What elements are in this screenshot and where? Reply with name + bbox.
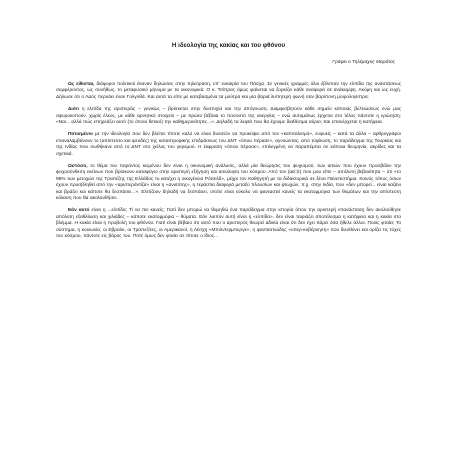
paragraph-2 [56,107,401,126]
paragraph-5 [56,208,401,240]
paragraph-lead: Διότι [68,107,79,113]
paragraph-text: με την ιδεολογία που δεν βλέπει τίποτε καλό να είναι δυνατόν να προκύψει από τον «καπιταλισμό», ευφυείς – κατά τα άλλα – αρθρογράφοι επαναλαμβάνουν το (απίστευτο και ψευδές) της καταστροφικής επιδράσεως του ΔΝΤ «όπου πέρασε», αγνοώντας, από τύφλωση, το παράδειγμα της Τουρκίας και της Ινδίας που σωθήκανε από το ΔΝΤ στο χείλος του γκρεμού. Η έκφραση «όπου πέρασε», επιλεγμένη να παραπέμπει σε κάποια θεομηνία, ακρίδες και τα σχετικά. [56,132,401,157]
paragraph-lead: Ως είθισται, [68,82,95,87]
paragraph-1 [56,82,401,101]
paragraph-text: είναι η ...ελπίδα; Τί να πει κανείς; Γιατί δεν μπορώ να θυμηθώ ένα παράδειγμα στην ιστορία όπου την αριστερή επανάσταση δεν ακολούθησε απόλυτη εξαθλίωση και χιλιάδες – κάποτε εκατομμύρια – θύματα. Εάν λοιπόν αυτή είναι η «ελπίδα», δεν είναι ταιριάζει αποτέλεσμα η κατήφεια και η κακία στο βλέμμα. Η κακία είναι η προβολή του φθόνου. Γιατί είναι βέβαιο ότι αυτό που ο αριστερός θεωρεί αδικία είναι ότι δεν έχει πάρει όσα ήθελε άλλοι. Ποιός φταίει; Το σύστημα, η κοινωνία, οι Εβραίοι, οι Τραπεζίτες, οι Αμερικανοί, η Λέσχη «Μπιλντερμπεργκ», η φανταστιώδης «υπερ-κυβέρνηση» που διευθύνει και ορίζει τις τύχες του κόσμου, πάντοτε εις βάρος του. Ποτέ όμως δεν φταίει σε τίποτε ο ίδιος... [56,208,401,240]
paragraph-text: διάφοροι πολιτικοί έκαναν δηλώσεις στην τηλεόραση, επ' ευκαιρία του Πάσχα. Σε γενικές γραμμές όλοι έβλεπαν την ελπίδα της αναστάσεως συμφέροντος, ως συνήθως, το μεταφυσικό μήνυμα με τα οικονομικά. Ο κ. Τσίπρας όμως φαίνεται να ξορκίζει κάθε αναφορά σε ανάκαμψη. Ακόμη και ως ευχή. Δήλωσε ότι ο Λαός περνάει έναν Γολγοθά. Και αυτά τα είπε με κατεβασμένα τα μούτρα και μία βαριά λυπητερή φωνή σαν βαρύτονη μοιρολογίστρα. [56,82,402,100]
paragraph-lead: Ωστόσο, [68,163,88,169]
paragraph-text: η ελπίδα της αριστεράς – γενικώς – βρίσκεται στην δυστυχία και την απόγνωση. Διαμφισβητούν κάθε σημείο κάποιας βελτιώσεως ενώ μας σφυροκοπούν, χωρίς έλεος, με κάθε αρνητικό στοιχείο – με πρώτο βέβαια το ποσοστό της ανεργίας – ενώ αυτομάτως έρχεται στο τέλος πάντοτε η ερώτηση: «Ναι... αλλά πώς επηρεάζει αυτό (το όποιο θετικό) την καθημερινότητα;...». Δηλαδή τα λεφτά που θα έχουμε διαθέσιμα αύριο; Και επανέρχεται η κατήφεια. [56,107,401,126]
paragraph-lead: Ποτισμένοι [68,132,93,138]
paragraph-3 [56,132,401,158]
paragraph-lead: Εάν αυτό [68,208,90,214]
author-byline: Γράφει ο Τηλέμαχος Μαράτος [332,60,395,65]
paragraph-4 [56,164,401,203]
paragraph-text: το θέμα του παρόντος κειμένου δεν είναι η οικονομική ανάλυσις, αλλά μία θεώρησις του ψυχισμού, των αιτιών που έχουν προσβάλει την ψυχοσύνθεση εκείνων που βρίσκουν καταφύγιο στην αριστερή εξήγηση και αιτιολογία του κόσμου. Από τον (αεί;ίτ) που μου είπε – απόλυτη βεβαιότητα – ότι «το 98% των μετοχών της Τραπέζης της Ελλάδος το κατέχει η οικογένεια Ρότσιλδ», μέχρι τον Καθηγητή με τα διδακτορικά σε ξένα Πανεπιστήμια. Κοινός τόπος όσων έχουν προσβληθεί από την «αριστεράντίζα» είναι η «ανισότης», η τεράστια διαφορά μεταξύ πλουσίων και φτωχών, π.χ. στην Ινδία, που «δεν μπορεί... είναι καζάνι και βράζει και κάποτε θα ξεσπάσει...». Ελπίζουν δηλαδή να ξεσπάσει, οπότε είναι εύκολο να φανταστεί κανείς τα εκατομμύρια των θυμάτων και την απίστευτη κόλαση που θα ακολουθήσει. [56,163,401,202]
article-title: Η ιδεολογία της κακίας και του φθόνου [171,42,286,49]
